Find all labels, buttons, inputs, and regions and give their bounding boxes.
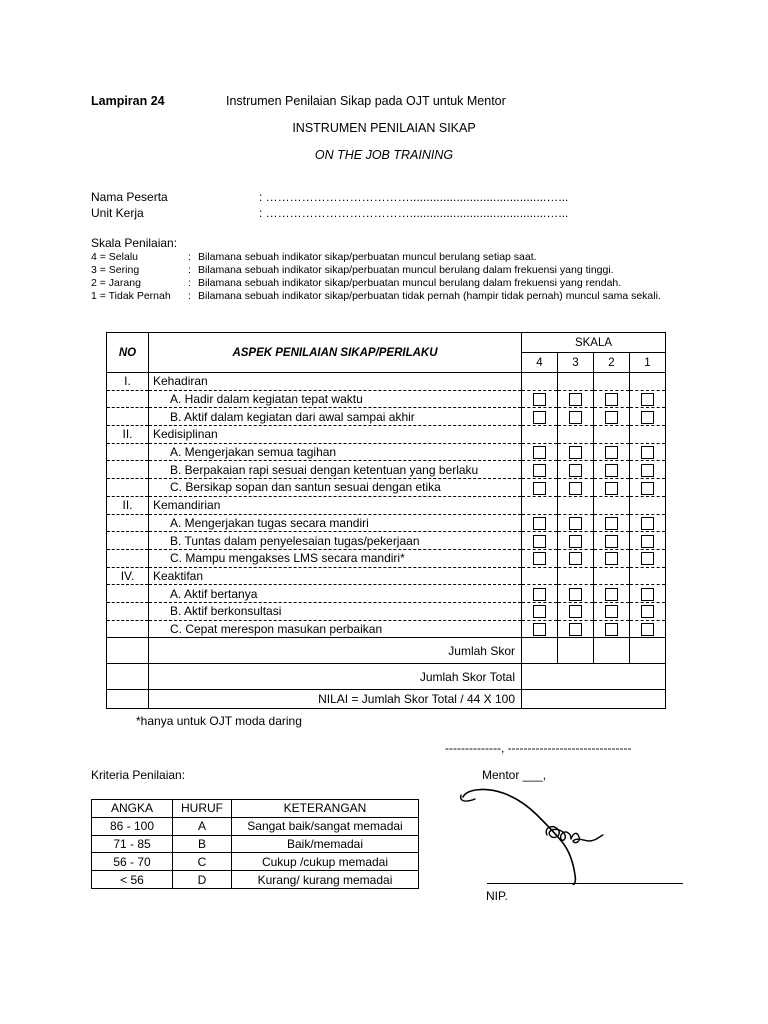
jumlah-skor-3[interactable] (558, 638, 594, 664)
scale-checkbox[interactable] (641, 482, 654, 495)
scale-checkbox[interactable] (605, 605, 618, 618)
document-title-italic: ON THE JOB TRAINING (314, 148, 454, 162)
scale-code-3: 1 = Tidak Pernah (91, 290, 171, 302)
scale-cell (522, 479, 558, 497)
scale-colon-3: : (188, 290, 191, 302)
nilai-no-cell (107, 690, 149, 709)
scale-cell (558, 373, 594, 391)
indicator-label: A. Hadir dalam kegiatan tepat waktu (149, 390, 522, 408)
scale-cell (594, 585, 630, 603)
scale-cell (558, 479, 594, 497)
row-number (107, 620, 149, 638)
scale-cell (594, 408, 630, 426)
criteria-huruf: A (173, 817, 232, 835)
scale-cell (630, 585, 666, 603)
col-skala-header: SKALA (522, 333, 666, 353)
scale-checkbox[interactable] (569, 411, 582, 424)
scale-cell (630, 426, 666, 444)
indicator-label: C. Cepat merespon masukan perbaikan (149, 620, 522, 638)
col-aspek-header: ASPEK PENILAIAN SIKAP/PERILAKU (149, 333, 522, 373)
criteria-row (92, 835, 419, 853)
mentor-signature (455, 785, 605, 885)
scale-cell (522, 461, 558, 479)
criteria-keterangan: Baik/memadai (232, 835, 419, 853)
criteria-header-huruf: HURUF (173, 800, 232, 818)
row-number (107, 602, 149, 620)
scale-3-header: 3 (558, 353, 594, 373)
scale-checkbox[interactable] (533, 623, 546, 636)
scale-checkbox[interactable] (641, 605, 654, 618)
scale-code-0: 4 = Selalu (91, 251, 138, 263)
scale-cell (522, 532, 558, 550)
scale-cell (630, 373, 666, 391)
table-row (107, 461, 666, 479)
scale-code-2: 2 = Jarang (91, 277, 141, 289)
row-number (107, 549, 149, 567)
table-row (107, 408, 666, 426)
table-row (107, 585, 666, 603)
scale-checkbox[interactable] (605, 446, 618, 459)
assessment-rows (107, 373, 666, 638)
scale-cell (630, 602, 666, 620)
criteria-row (92, 817, 419, 835)
aspect-label: Kedisiplinan (149, 426, 522, 444)
indicator-label: A. Mengerjakan semua tagihan (149, 443, 522, 461)
scale-cell (630, 496, 666, 514)
scale-cell (594, 373, 630, 391)
scale-cell (522, 373, 558, 391)
scale-checkbox[interactable] (605, 623, 618, 636)
scale-checkbox[interactable] (533, 605, 546, 618)
scale-cell (558, 461, 594, 479)
scale-cell (522, 620, 558, 638)
scale-cell (594, 549, 630, 567)
scale-checkbox[interactable] (641, 446, 654, 459)
scale-cell (522, 390, 558, 408)
scale-cell (558, 443, 594, 461)
criteria-row (92, 871, 419, 889)
jumlah-skor-total-value[interactable] (522, 664, 666, 690)
scale-checkbox[interactable] (605, 464, 618, 477)
jumlah-skor-4[interactable] (522, 638, 558, 664)
indicator-label: B. Aktif berkonsultasi (149, 602, 522, 620)
scale-cell (558, 585, 594, 603)
row-number (107, 461, 149, 479)
table-row (107, 532, 666, 550)
criteria-header-keterangan: KETERANGAN (232, 800, 419, 818)
criteria-angka: < 56 (92, 871, 173, 889)
indicator-label: B. Aktif dalam kegiatan dari awal sampai akhir (149, 408, 522, 426)
row-number (107, 408, 149, 426)
scale-cell (522, 496, 558, 514)
indicator-label: B. Tuntas dalam penyelesaian tugas/pekerjaan (149, 532, 522, 550)
scale-checkbox[interactable] (533, 552, 546, 565)
kriteria-title: Kriteria Penilaian: (91, 768, 186, 782)
scale-cell (558, 549, 594, 567)
nilai-label: NILAI = Jumlah Skor Total / 44 X 100 (149, 690, 522, 709)
indicator-label: C. Bersikap sopan dan santun sesuai dengan etika (149, 479, 522, 497)
row-number (107, 532, 149, 550)
criteria-header-angka: ANGKA (92, 800, 173, 818)
table-row (107, 443, 666, 461)
criteria-rows (92, 817, 419, 888)
scale-cell (594, 479, 630, 497)
row-number (107, 514, 149, 532)
scale-cell (630, 461, 666, 479)
scale-cell (594, 514, 630, 532)
scale-checkbox[interactable] (605, 482, 618, 495)
scale-checkbox[interactable] (605, 588, 618, 601)
nip-label: NIP. (486, 889, 508, 903)
scale-cell (594, 461, 630, 479)
scale-checkbox[interactable] (569, 446, 582, 459)
mentor-label: Mentor ___, (482, 768, 547, 782)
scale-cell (594, 390, 630, 408)
scale-checkbox[interactable] (569, 517, 582, 530)
scale-checkbox[interactable] (533, 482, 546, 495)
scale-checkbox[interactable] (605, 535, 618, 548)
sum-no-cell (107, 638, 149, 664)
scale-cell (594, 620, 630, 638)
jumlah-skor-2[interactable] (594, 638, 630, 664)
scale-checkbox[interactable] (569, 535, 582, 548)
row-number: II. (107, 426, 149, 444)
criteria-angka: 56 - 70 (92, 853, 173, 871)
scale-colon-1: : (188, 264, 191, 276)
scale-checkbox[interactable] (641, 517, 654, 530)
table-row (107, 514, 666, 532)
scale-desc-3: Bilamana sebuah indikator sikap/perbuatan tidak pernah (hampir tidak pernah) muncul sama sekali. (198, 290, 661, 302)
scale-cell (594, 567, 630, 585)
scale-cell (630, 532, 666, 550)
footnote: *hanya untuk OJT moda daring (136, 714, 302, 728)
table-row (107, 479, 666, 497)
jumlah-skor-label: Jumlah Skor (149, 638, 522, 664)
scale-cell (522, 602, 558, 620)
scale-checkbox[interactable] (641, 552, 654, 565)
scale-checkbox[interactable] (533, 588, 546, 601)
table-row (107, 567, 666, 585)
scale-checkbox[interactable] (533, 464, 546, 477)
col-no-header: NO (107, 333, 149, 373)
nama-peserta-field[interactable]: : ……………………………….........................................…... (259, 190, 569, 204)
scale-checkbox[interactable] (605, 552, 618, 565)
row-number: I. (107, 373, 149, 391)
scale-checkbox[interactable] (569, 482, 582, 495)
table-row (107, 373, 666, 391)
scale-cell (630, 549, 666, 567)
scale-cell (630, 408, 666, 426)
scale-cell (594, 496, 630, 514)
scale-checkbox[interactable] (533, 411, 546, 424)
scale-checkbox[interactable] (569, 588, 582, 601)
assessment-table (106, 332, 666, 709)
indicator-label: C. Mampu mengakses LMS secara mandiri* (149, 549, 522, 567)
scale-desc-0: Bilamana sebuah indikator sikap/perbuatan muncul berulang setiap saat. (198, 251, 537, 263)
scale-checkbox[interactable] (641, 411, 654, 424)
table-row (107, 390, 666, 408)
scale-cell (558, 496, 594, 514)
nilai-value[interactable] (522, 690, 666, 709)
scale-cell (522, 585, 558, 603)
table-row (107, 426, 666, 444)
scale-checkbox[interactable] (569, 393, 582, 406)
criteria-row (92, 853, 419, 871)
scale-checkbox[interactable] (641, 535, 654, 548)
scale-cell (558, 602, 594, 620)
row-number (107, 443, 149, 461)
aspect-label: Kehadiran (149, 373, 522, 391)
document-title: INSTRUMEN PENILAIAN SIKAP (292, 121, 476, 135)
scale-cell (558, 426, 594, 444)
scale-checkbox[interactable] (569, 605, 582, 618)
scale-cell (630, 443, 666, 461)
row-number: IV. (107, 567, 149, 585)
skala-title: Skala Penilaian: (91, 236, 178, 250)
scale-cell (522, 426, 558, 444)
scale-checkbox[interactable] (569, 464, 582, 477)
unit-kerja-label: Unit Kerja (91, 206, 144, 220)
indicator-label: A. Aktif bertanya (149, 585, 522, 603)
nama-peserta-label: Nama Peserta (91, 190, 168, 204)
scale-cell (630, 620, 666, 638)
scale-checkbox[interactable] (569, 552, 582, 565)
scale-desc-2: Bilamana sebuah indikator sikap/perbuatan muncul berulang dalam frekuensi yang rendah. (198, 277, 622, 289)
indicator-label: A. Mengerjakan tugas secara mandiri (149, 514, 522, 532)
scale-checkbox[interactable] (569, 623, 582, 636)
jumlah-skor-1[interactable] (630, 638, 666, 664)
scale-cell (558, 408, 594, 426)
aspect-label: Keaktifan (149, 567, 522, 585)
scale-cell (522, 549, 558, 567)
scale-4-header: 4 (522, 353, 558, 373)
document-subtitle: Instrumen Penilaian Sikap pada OJT untuk Mentor (226, 94, 506, 108)
scale-cell (594, 532, 630, 550)
scale-colon-2: : (188, 277, 191, 289)
criteria-huruf: C (173, 853, 232, 871)
scale-cell (558, 567, 594, 585)
row-number (107, 585, 149, 603)
scale-1-header: 1 (630, 353, 666, 373)
row-number: II. (107, 496, 149, 514)
scale-cell (630, 514, 666, 532)
place-date-line[interactable]: --------------, ------------------------------- (445, 741, 632, 755)
scale-cell (522, 443, 558, 461)
jumlah-skor-total-label: Jumlah Skor Total (149, 664, 522, 690)
scale-cell (558, 532, 594, 550)
scale-checkbox[interactable] (605, 517, 618, 530)
scale-cell (558, 390, 594, 408)
scale-cell (630, 390, 666, 408)
unit-kerja-field[interactable]: : ……………………………….........................................…... (259, 206, 569, 220)
scale-cell (630, 479, 666, 497)
scale-cell (522, 408, 558, 426)
scale-checkbox[interactable] (641, 623, 654, 636)
scale-checkbox[interactable] (605, 411, 618, 424)
row-number (107, 390, 149, 408)
table-row (107, 496, 666, 514)
scale-2-header: 2 (594, 353, 630, 373)
scale-code-1: 3 = Sering (91, 264, 140, 276)
scale-colon-0: : (188, 251, 191, 263)
scale-checkbox[interactable] (533, 535, 546, 548)
criteria-keterangan: Kurang/ kurang memadai (232, 871, 419, 889)
table-row (107, 549, 666, 567)
scale-checkbox[interactable] (605, 393, 618, 406)
scale-checkbox[interactable] (641, 393, 654, 406)
scale-desc-1: Bilamana sebuah indikator sikap/perbuatan muncul berulang dalam frekuensi yang tinggi. (198, 264, 614, 276)
row-number (107, 479, 149, 497)
table-row (107, 620, 666, 638)
scale-cell (522, 567, 558, 585)
scale-cell (522, 514, 558, 532)
scale-cell (594, 426, 630, 444)
scale-checkbox[interactable] (533, 446, 546, 459)
criteria-angka: 71 - 85 (92, 835, 173, 853)
scale-checkbox[interactable] (641, 588, 654, 601)
criteria-keterangan: Cukup /cukup memadai (232, 853, 419, 871)
scale-cell (594, 602, 630, 620)
signature-line (487, 883, 683, 884)
scale-cell (558, 620, 594, 638)
indicator-label: B. Berpakaian rapi sesuai dengan ketentuan yang berlaku (149, 461, 522, 479)
criteria-table (91, 799, 419, 889)
scale-checkbox[interactable] (641, 464, 654, 477)
criteria-huruf: D (173, 871, 232, 889)
criteria-keterangan: Sangat baik/sangat memadai (232, 817, 419, 835)
scale-checkbox[interactable] (533, 517, 546, 530)
scale-cell (558, 514, 594, 532)
scale-cell (594, 443, 630, 461)
aspect-label: Kemandirian (149, 496, 522, 514)
lampiran-label: Lampiran 24 (91, 94, 165, 108)
scale-checkbox[interactable] (533, 393, 546, 406)
table-row (107, 602, 666, 620)
scale-cell (630, 567, 666, 585)
criteria-angka: 86 - 100 (92, 817, 173, 835)
criteria-huruf: B (173, 835, 232, 853)
total-no-cell (107, 664, 149, 690)
